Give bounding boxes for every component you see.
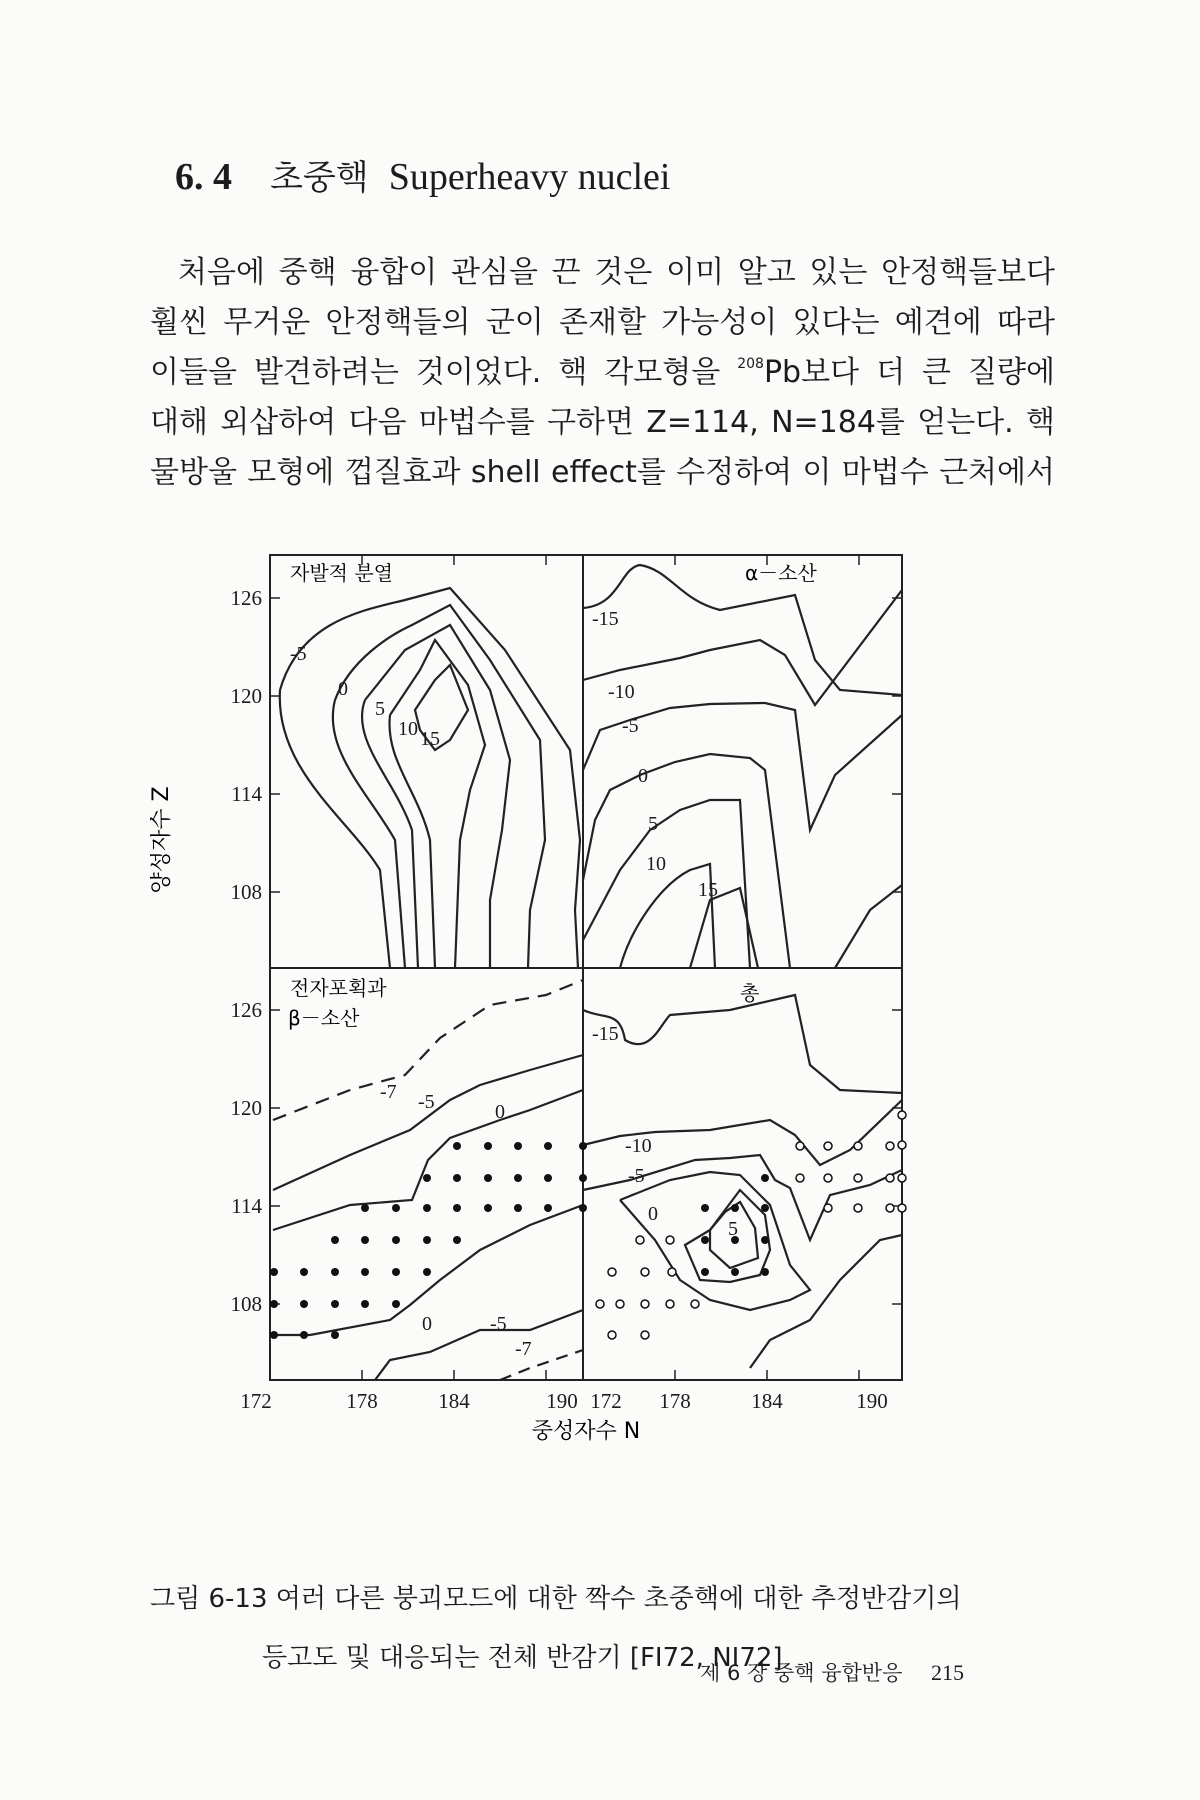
section-title (175, 150, 670, 199)
tick-label: 172 (590, 1389, 622, 1413)
contour-line-minus5-lower (375, 1310, 583, 1380)
contour-line-0 (583, 754, 790, 968)
contour-label: 0 (648, 1203, 658, 1225)
tick-label: 190 (856, 1389, 888, 1413)
tick-label: 126 (230, 586, 262, 610)
contour-label: 15 (420, 728, 440, 750)
contour-label: -10 (625, 1135, 652, 1157)
tick-label: 120 (230, 684, 262, 708)
contour-line-10 (390, 640, 485, 968)
contour-line-minus5-upper (273, 1055, 583, 1190)
figure-6-13 (150, 540, 930, 1574)
paragraph-line: 처음에 중핵 융합이 관심을 끈 것은 이미 알고 있는 안정핵들보다 (178, 255, 1055, 290)
tick-label: 126 (230, 998, 262, 1022)
contour-label: 15 (698, 879, 718, 901)
tick-label: 178 (346, 1389, 378, 1413)
contour-line-minus15 (583, 995, 902, 1093)
contour-label: 0 (338, 678, 348, 700)
tick-label: 114 (231, 1194, 262, 1218)
paragraph-line: 대해 외삽하여 다음 마법수를 구하면 Z=114, N=184를 얻는다. 핵 (150, 405, 1055, 440)
panel-title-alpha: α－소산 (745, 561, 817, 585)
contour-label: 10 (398, 718, 418, 740)
contour-label: -7 (515, 1338, 532, 1360)
page-number: 215 (931, 1660, 965, 1685)
panel-frame-top-right (583, 555, 902, 968)
contour-line-edge (835, 885, 902, 968)
contour-line-minus7-lower (500, 1350, 583, 1380)
tick-label: 190 (546, 1389, 578, 1413)
y-axis-label: 양성자수 Z (150, 786, 174, 894)
contour-labels-beta (380, 1081, 532, 1360)
contour-label: -15 (592, 608, 619, 630)
contour-line-0-outer (620, 1172, 810, 1310)
contour-label: 5 (375, 698, 385, 720)
panel-title-total: 총 (740, 981, 760, 1005)
paragraph-text: Pb보다 더 큰 질량에 (763, 355, 1055, 390)
tick-label: 108 (230, 880, 262, 904)
tick-label: 114 (231, 782, 262, 806)
nucleus-dots-bottom-left (270, 1142, 587, 1339)
contour-label: -5 (490, 1313, 507, 1335)
contour-line-minus5-lower (750, 1235, 902, 1368)
caption-line: 그림 6-13 여러 다른 붕괴모드에 대한 짝수 초중핵에 대한 추정반감기의 (150, 1584, 962, 1614)
chapter-title: 제 6 장 중핵 융합반응 (700, 1661, 903, 1685)
tick-label: 120 (230, 1096, 262, 1120)
contours-alpha (583, 565, 902, 968)
contour-label: -5 (418, 1091, 435, 1113)
tick-label: 172 (240, 1389, 272, 1413)
contours-fission (280, 588, 580, 968)
section-number: 6. 4 (175, 156, 232, 198)
contour-label: -15 (592, 1023, 619, 1045)
superscript-mass-number: 208 (737, 356, 764, 372)
contour-line-5 (583, 800, 750, 968)
tick-label: 184 (438, 1389, 470, 1413)
page-footer (700, 1657, 964, 1687)
contour-line-0-lower (333, 700, 405, 968)
paragraph-line: 훨씬 무거운 안정핵들의 군이 존재할 가능성이 있다는 예견에 따라 (150, 305, 1055, 340)
section-title-english: Superheavy nuclei (388, 156, 671, 198)
contour-label: -10 (608, 681, 635, 703)
paragraph-line (150, 348, 1055, 398)
contour-label: 0 (495, 1101, 505, 1123)
contour-label: -5 (290, 643, 307, 665)
contour-label: -5 (622, 715, 639, 737)
contour-label: 5 (648, 813, 658, 835)
section-title-korean: 초중핵 (270, 158, 369, 198)
x-axis-label: 중성자수 N (531, 1419, 641, 1444)
contour-line-0 (335, 605, 545, 968)
tick-label: 178 (659, 1389, 691, 1413)
contour-label: 10 (646, 853, 666, 875)
contour-figure (150, 540, 930, 1570)
panel-title-fission: 자발적 분열 (290, 561, 393, 585)
body-paragraph (150, 248, 1055, 498)
contour-label: 0 (422, 1313, 432, 1335)
tick-label: 108 (230, 1292, 262, 1316)
contour-label: 0 (638, 765, 648, 787)
contour-label: 5 (728, 1218, 738, 1240)
panel-title-beta-line1: 전자포획과 (290, 976, 387, 1000)
contour-line-minus5 (280, 588, 580, 968)
contour-line-minus15 (583, 565, 902, 695)
contour-label: -5 (628, 1165, 645, 1187)
tick-label: 184 (751, 1389, 783, 1413)
contour-label: -7 (380, 1081, 397, 1103)
paragraph-line: 물방울 모형에 껍질효과 shell effect를 수정하여 이 마법수 근처에서 (150, 455, 1055, 490)
panel-title-beta-line2: β－소산 (288, 1006, 360, 1030)
paragraph-text: 이들을 발견하려는 것이었다. 핵 각모형을 (150, 355, 738, 390)
caption-line: 등고도 및 대응되는 전체 반감기 [FI72, NI72] (262, 1643, 783, 1673)
